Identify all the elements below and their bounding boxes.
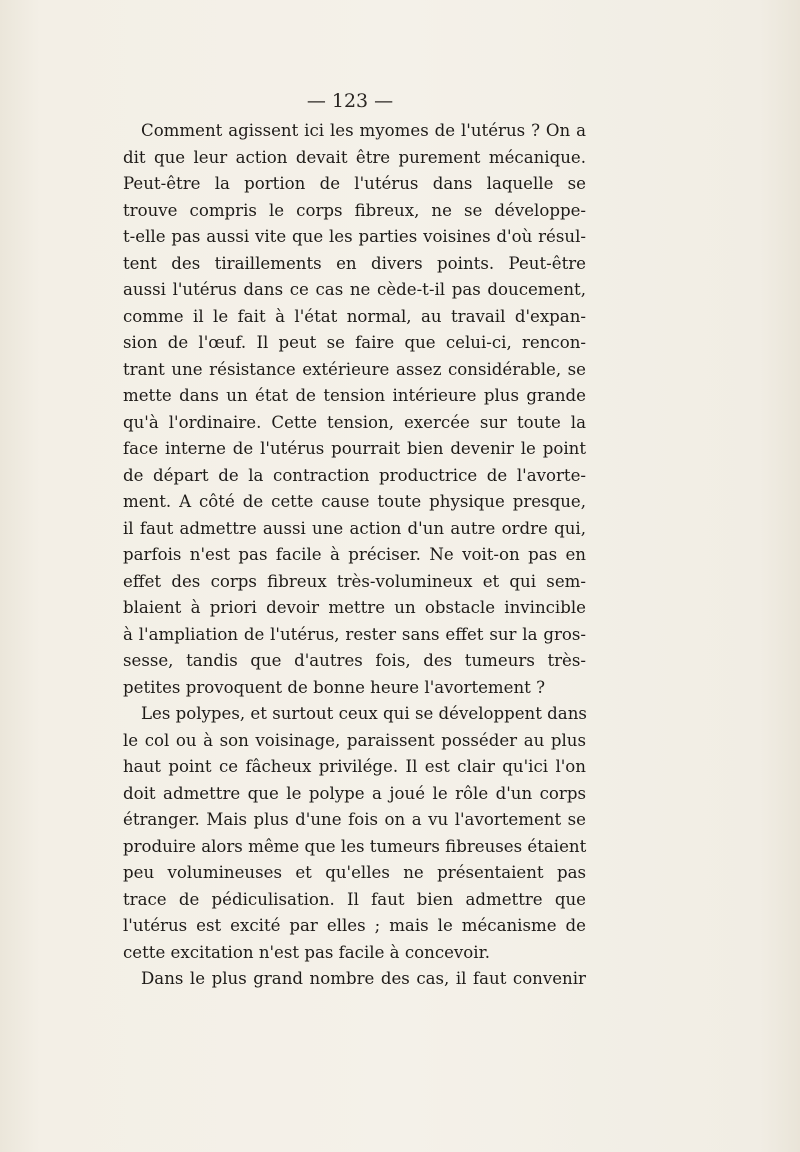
text-line: t-elle pas aussi vite que les parties voisines d'où résul-: [123, 227, 586, 246]
text-line: qu'à l'ordinaire. Cette tension, exercée sur toute la: [123, 412, 586, 432]
text-line: haut point ce fâcheux privilége. Il est clair qu'ici l'on: [123, 757, 586, 776]
text-line: doit admettre que le polype a joué le rôle d'un corps: [123, 783, 586, 803]
text-line: effet des corps fibreux très-volumineux et qui sem-: [123, 571, 586, 591]
text-line: Peut-être la portion de l'utérus dans laquelle se: [123, 174, 586, 193]
text-line: étranger. Mais plus d'une fois on a vu l'avortement se: [123, 810, 586, 829]
text-line: produire alors même que les tumeurs fibreuses étaient: [123, 836, 587, 856]
text-line: face interne de l'utérus pourrait bien devenir le point: [123, 439, 586, 458]
text-line: peu volumineuses et qu'elles ne présentaient pas: [123, 863, 586, 882]
text-line: cette excitation n'est pas facile à concevoir.: [123, 942, 490, 962]
text-line: Comment agissent ici les myomes de l'utérus ? On a: [141, 121, 586, 140]
text-line: sesse, tandis que d'autres fois, des tumeurs très-: [123, 651, 586, 670]
text-line: parfois n'est pas facile à préciser. Ne voit-on pas en: [123, 545, 586, 564]
text-line: blaient à priori devoir mettre un obstacle invincible: [123, 598, 586, 617]
text-line: trant une résistance extérieure assez considérable, se: [123, 359, 586, 379]
body-text: [123, 118, 586, 993]
text-line: à l'ampliation de l'utérus, rester sans effet sur la gros-: [123, 624, 586, 644]
text-line: ment. A côté de cette cause toute physique presque,: [123, 492, 586, 511]
text-line: trouve compris le corps fibreux, ne se développe-: [123, 200, 586, 220]
text-line: Les polypes, et surtout ceux qui se développent dans: [141, 704, 587, 723]
text-line: dit que leur action devait être purement mécanique.: [123, 147, 586, 167]
text-line: mette dans un état de tension intérieure plus grande: [123, 386, 586, 405]
text-line: Dans le plus grand nombre des cas, il faut convenir: [141, 969, 586, 988]
text-line: aussi l'utérus dans ce cas ne cède-t-il pas doucement,: [123, 280, 586, 299]
page-number: — 123 —: [306, 90, 394, 112]
text-line: l'utérus est excité par elles ; mais le mécanisme de: [123, 916, 586, 935]
text-line: petites provoquent de bonne heure l'avortement ?: [123, 677, 546, 697]
text-line: sion de l'œuf. Il peut se faire que celui-ci, rencon-: [123, 333, 586, 352]
text-line: le col ou à son voisinage, paraissent posséder au plus: [123, 730, 586, 750]
text-line: trace de pédiculisation. Il faut bien admettre que: [123, 889, 586, 909]
text-line: il faut admettre aussi une action d'un autre ordre qui,: [123, 518, 586, 538]
text-line: comme il le fait à l'état normal, au travail d'expan-: [123, 306, 586, 326]
text-line: tent des tiraillements en divers points. Peut-être: [123, 253, 586, 273]
text-line: de départ de la contraction productrice de l'avorte-: [123, 465, 586, 485]
